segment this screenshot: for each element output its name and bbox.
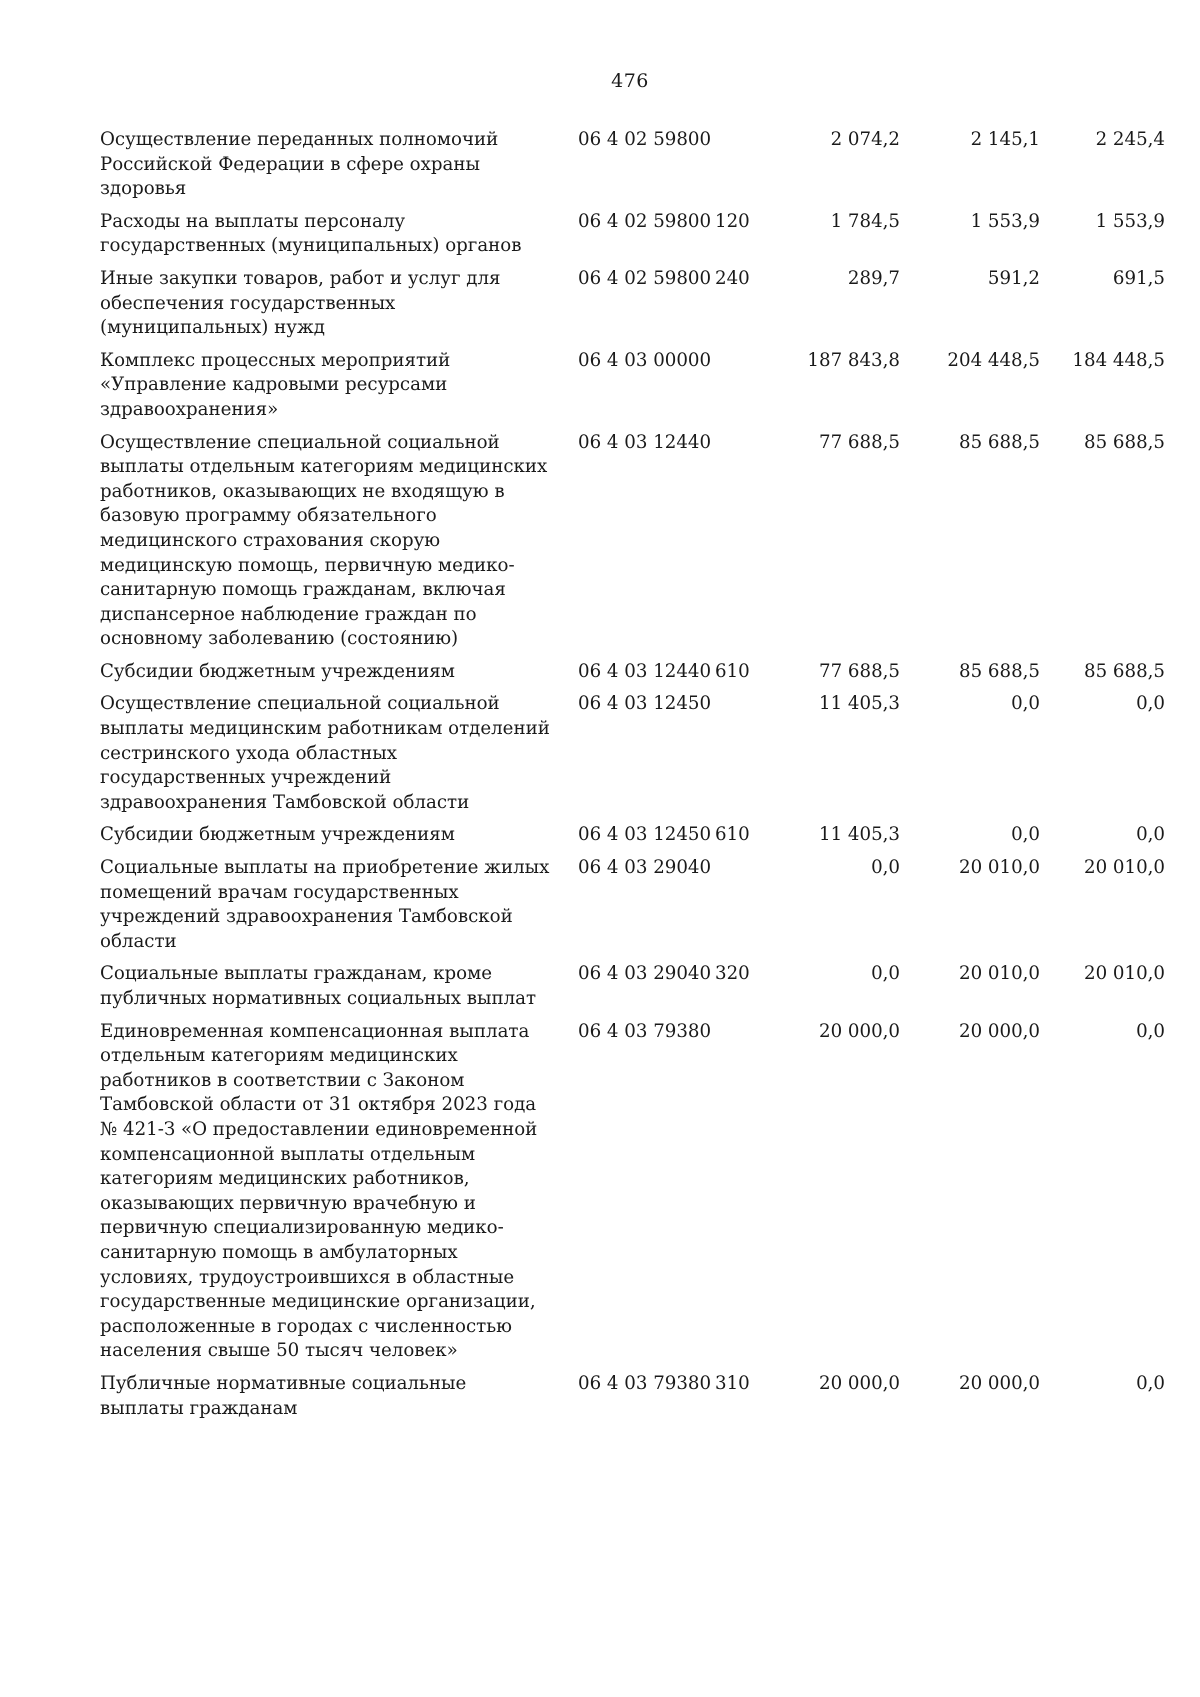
row-code: 06 4 02 59800 — [578, 210, 712, 232]
table-row — [100, 210, 1165, 267]
row-value-1: 11 405,3 — [819, 693, 900, 715]
row-value-2: 20 010,0 — [959, 963, 1040, 985]
row-vr — [715, 856, 770, 962]
row-vr: 320 — [715, 963, 750, 985]
row-vr — [715, 128, 770, 210]
row-name: Субсидии бюджетным учреждениям — [100, 660, 455, 682]
row-value-2: 20 000,0 — [959, 1020, 1040, 1042]
row-code: 06 4 03 12450 — [578, 693, 712, 715]
row-value-2: 20 010,0 — [959, 857, 1040, 879]
row-name: Субсидии бюджетным учреждениям — [100, 824, 455, 846]
row-value-3: 85 688,5 — [1084, 431, 1165, 453]
table-row — [100, 660, 1165, 693]
row-vr: 610 — [715, 660, 750, 682]
table-row — [100, 823, 1165, 856]
row-value-1: 187 843,8 — [807, 349, 900, 371]
row-value-2: 2 145,1 — [970, 129, 1040, 150]
budget-table — [100, 128, 1165, 1429]
row-value-1: 77 688,5 — [819, 431, 900, 453]
row-vr — [715, 1020, 770, 1372]
row-name: Иные закупки товаров, работ и услуг для обеспечения государственных (муниципальных) нужд — [100, 267, 501, 339]
row-value-2: 20 000,0 — [959, 1372, 1040, 1394]
row-code: 06 4 03 79380 — [578, 1372, 712, 1394]
page-number: 476 — [611, 70, 649, 92]
row-code: 06 4 02 59800 — [578, 129, 712, 150]
row-value-3: 2 245,4 — [1095, 129, 1165, 150]
row-vr: 120 — [715, 210, 750, 232]
row-name: Осуществление переданных полномочий Российской Федерации в сфере охраны здоровья — [100, 129, 499, 200]
row-value-1: 77 688,5 — [819, 660, 900, 682]
budget-table-body — [100, 128, 1165, 1429]
row-value-2: 1 553,9 — [970, 210, 1040, 232]
row-vr — [715, 349, 770, 431]
row-value-3: 184 448,5 — [1072, 349, 1165, 371]
row-name: Осуществление специальной социальной выплаты медицинским работникам отделений сестринского ухода областных государственных учреждений здравоохранения Тамбовской области — [100, 693, 550, 813]
row-value-3: 1 553,9 — [1095, 210, 1165, 232]
row-value-3: 85 688,5 — [1084, 660, 1165, 682]
row-name: Осуществление специальной социальной выплаты отдельным категориям медицинских работников, оказывающих не входящую в базовую программу обязательного медицинского страхования скорую медицинскую помощь, первичную медико-санитарную помощь гражданам, включая диспансерное наблюдение граждан по основному заболеванию (состоянию) — [100, 431, 548, 650]
table-row — [100, 128, 1165, 210]
row-value-2: 591,2 — [987, 267, 1040, 289]
row-code: 06 4 03 00000 — [578, 349, 712, 371]
row-name: Расходы на выплаты персоналу государственных (муниципальных) органов — [100, 210, 522, 257]
row-name: Социальные выплаты гражданам, кроме публичных нормативных социальных выплат — [100, 963, 537, 1009]
row-name: Комплекс процессных мероприятий «Управление кадровыми ресурсами здравоохранения» — [100, 349, 451, 420]
row-value-1: 2 074,2 — [830, 129, 900, 150]
row-code: 06 4 03 12440 — [578, 431, 712, 453]
row-code: 06 4 03 79380 — [578, 1020, 712, 1042]
row-value-1: 0,0 — [871, 857, 900, 879]
row-value-3: 20 010,0 — [1084, 857, 1165, 879]
row-value-1: 20 000,0 — [819, 1020, 900, 1042]
table-row — [100, 856, 1165, 962]
row-value-3: 691,5 — [1112, 267, 1165, 289]
table-row — [100, 431, 1165, 660]
table-row — [100, 1020, 1165, 1372]
row-value-2: 85 688,5 — [959, 431, 1040, 453]
row-vr: 240 — [715, 267, 750, 289]
row-name: Публичные нормативные социальные выплаты гражданам — [100, 1372, 467, 1419]
row-value-2: 204 448,5 — [947, 349, 1040, 371]
row-value-1: 1 784,5 — [830, 210, 900, 232]
row-code: 06 4 02 59800 — [578, 267, 712, 289]
row-value-1: 0,0 — [871, 963, 900, 985]
row-vr — [715, 692, 770, 823]
row-vr: 610 — [715, 824, 750, 846]
row-value-2: 0,0 — [1011, 693, 1040, 715]
table-row — [100, 962, 1165, 1019]
table-row — [100, 1372, 1165, 1429]
table-row — [100, 267, 1165, 349]
table-row — [100, 692, 1165, 823]
row-value-3: 20 010,0 — [1084, 963, 1165, 985]
row-value-3: 0,0 — [1136, 1020, 1165, 1042]
table-row — [100, 349, 1165, 431]
row-vr — [715, 431, 770, 660]
row-vr: 310 — [715, 1372, 750, 1394]
row-value-3: 0,0 — [1136, 1372, 1165, 1394]
row-value-1: 11 405,3 — [819, 824, 900, 846]
row-name: Социальные выплаты на приобретение жилых помещений врачам государственных учреждений здравоохранения Тамбовской области — [100, 857, 550, 952]
row-code: 06 4 03 12450 — [578, 824, 712, 846]
row-value-2: 85 688,5 — [959, 660, 1040, 682]
row-value-1: 289,7 — [847, 267, 900, 289]
row-code: 06 4 03 29040 — [578, 963, 712, 985]
row-name: Единовременная компенсационная выплата отдельным категориям медицинских работников в соответствии с Законом Тамбовской области от 31 октября 2023 года № 421-З «О предоставлении единовременной компенсационной выплаты отдельным категориям медицинских работников, оказывающих первичную врачебную и первичную специализированную медико-санитарную помощь в амбулаторных условиях, трудоустроившихся в областные государственные медицинские организации, расположенные в городах с численностью населения свыше 50 тысяч человек» — [100, 1020, 538, 1362]
row-value-1: 20 000,0 — [819, 1372, 900, 1394]
row-value-3: 0,0 — [1136, 824, 1165, 846]
row-code: 06 4 03 29040 — [578, 857, 712, 879]
row-value-2: 0,0 — [1011, 824, 1040, 846]
row-code: 06 4 03 12440 — [578, 660, 712, 682]
row-value-3: 0,0 — [1136, 693, 1165, 715]
